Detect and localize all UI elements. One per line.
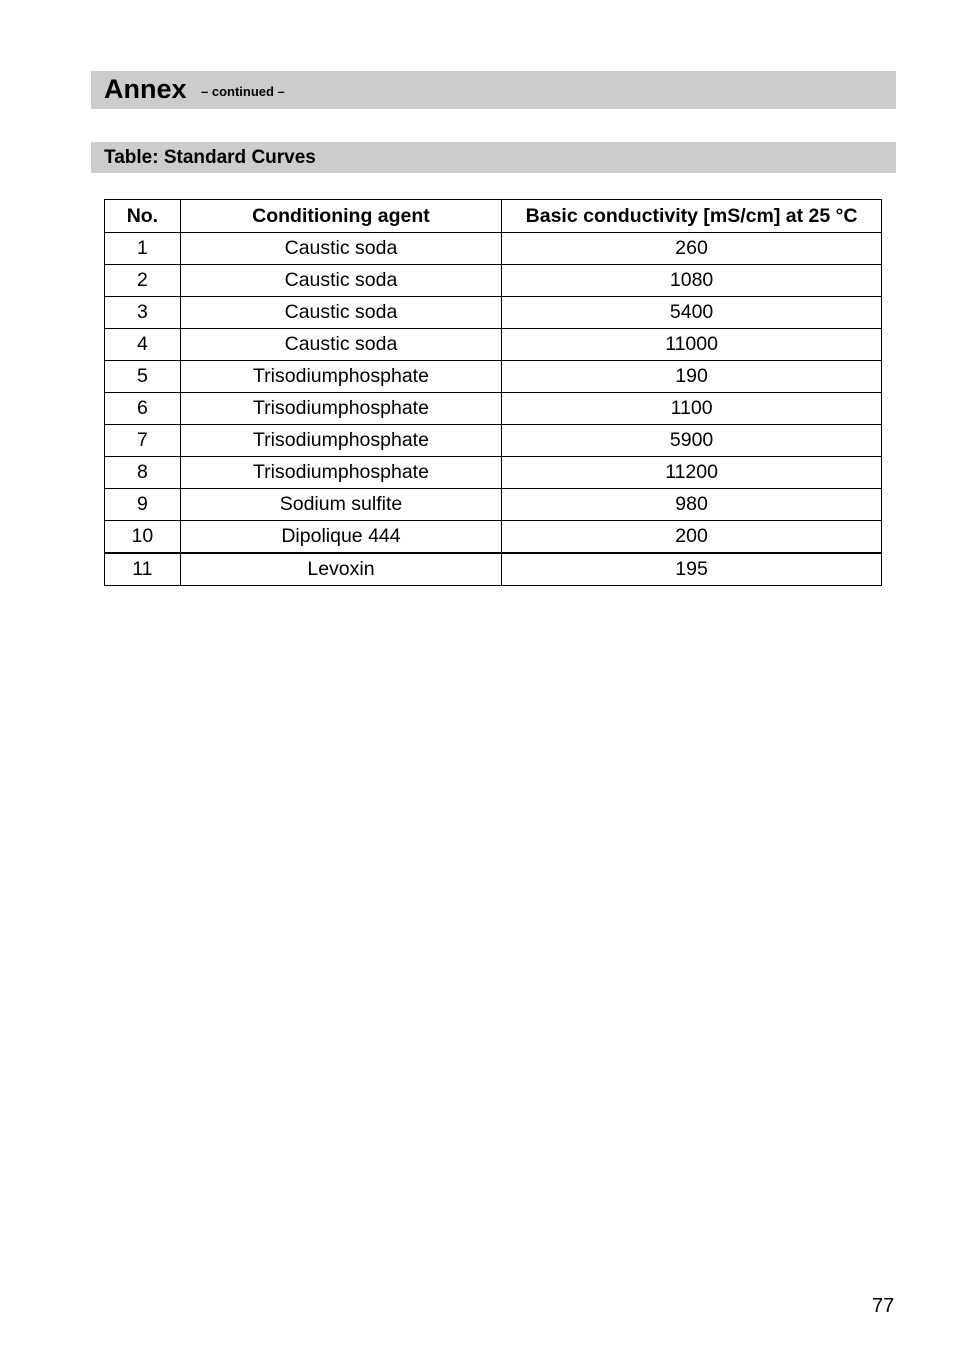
cell-conditioning-agent: Caustic soda [180, 265, 501, 297]
table-row [105, 329, 882, 361]
cell-basic-conductivity: 11200 [502, 457, 882, 489]
section-header-bar [91, 142, 896, 173]
cell-conditioning-agent: Trisodiumphosphate [180, 457, 501, 489]
cell-no: 5 [105, 361, 181, 393]
table-row [105, 489, 882, 521]
column-header-conditioning-agent: Conditioning agent [180, 200, 501, 233]
cell-no: 7 [105, 425, 181, 457]
table-row [105, 553, 882, 586]
column-header-basic-conductivity: Basic conductivity [mS/cm] at 25 °C [502, 200, 882, 233]
cell-conditioning-agent: Caustic soda [180, 329, 501, 361]
cell-no: 3 [105, 297, 181, 329]
table-row [105, 457, 882, 489]
cell-basic-conductivity: 190 [502, 361, 882, 393]
page-number: 77 [872, 1295, 895, 1317]
standard-curves-table [104, 199, 882, 586]
cell-conditioning-agent: Sodium sulfite [180, 489, 501, 521]
cell-no: 4 [105, 329, 181, 361]
cell-basic-conductivity: 1080 [502, 265, 882, 297]
cell-basic-conductivity: 195 [502, 553, 882, 586]
table-row [105, 233, 882, 265]
cell-no: 1 [105, 233, 181, 265]
table-row [105, 265, 882, 297]
cell-conditioning-agent: Trisodiumphosphate [180, 361, 501, 393]
cell-no: 8 [105, 457, 181, 489]
table-row [105, 425, 882, 457]
cell-basic-conductivity: 1100 [502, 393, 882, 425]
cell-conditioning-agent: Trisodiumphosphate [180, 393, 501, 425]
table-row [105, 361, 882, 393]
cell-basic-conductivity: 260 [502, 233, 882, 265]
annex-header-bar [91, 71, 896, 109]
cell-no: 6 [105, 393, 181, 425]
cell-conditioning-agent: Levoxin [180, 553, 501, 586]
cell-conditioning-agent: Caustic soda [180, 233, 501, 265]
table-row [105, 393, 882, 425]
cell-conditioning-agent: Dipolique 444 [180, 521, 501, 554]
cell-basic-conductivity: 5900 [502, 425, 882, 457]
section-title: Table: Standard Curves [104, 147, 316, 168]
table-row [105, 521, 882, 554]
cell-basic-conductivity: 11000 [502, 329, 882, 361]
cell-no: 2 [105, 265, 181, 297]
cell-no: 10 [105, 521, 181, 554]
cell-no: 11 [105, 553, 181, 586]
cell-no: 9 [105, 489, 181, 521]
column-header-no: No. [105, 200, 181, 233]
table-row [105, 297, 882, 329]
page-title: Annex [104, 74, 187, 104]
cell-conditioning-agent: Caustic soda [180, 297, 501, 329]
page-subtitle: – continued – [201, 84, 285, 99]
cell-basic-conductivity: 200 [502, 521, 882, 554]
cell-conditioning-agent: Trisodiumphosphate [180, 425, 501, 457]
cell-basic-conductivity: 980 [502, 489, 882, 521]
table-header-row [105, 200, 882, 233]
cell-basic-conductivity: 5400 [502, 297, 882, 329]
